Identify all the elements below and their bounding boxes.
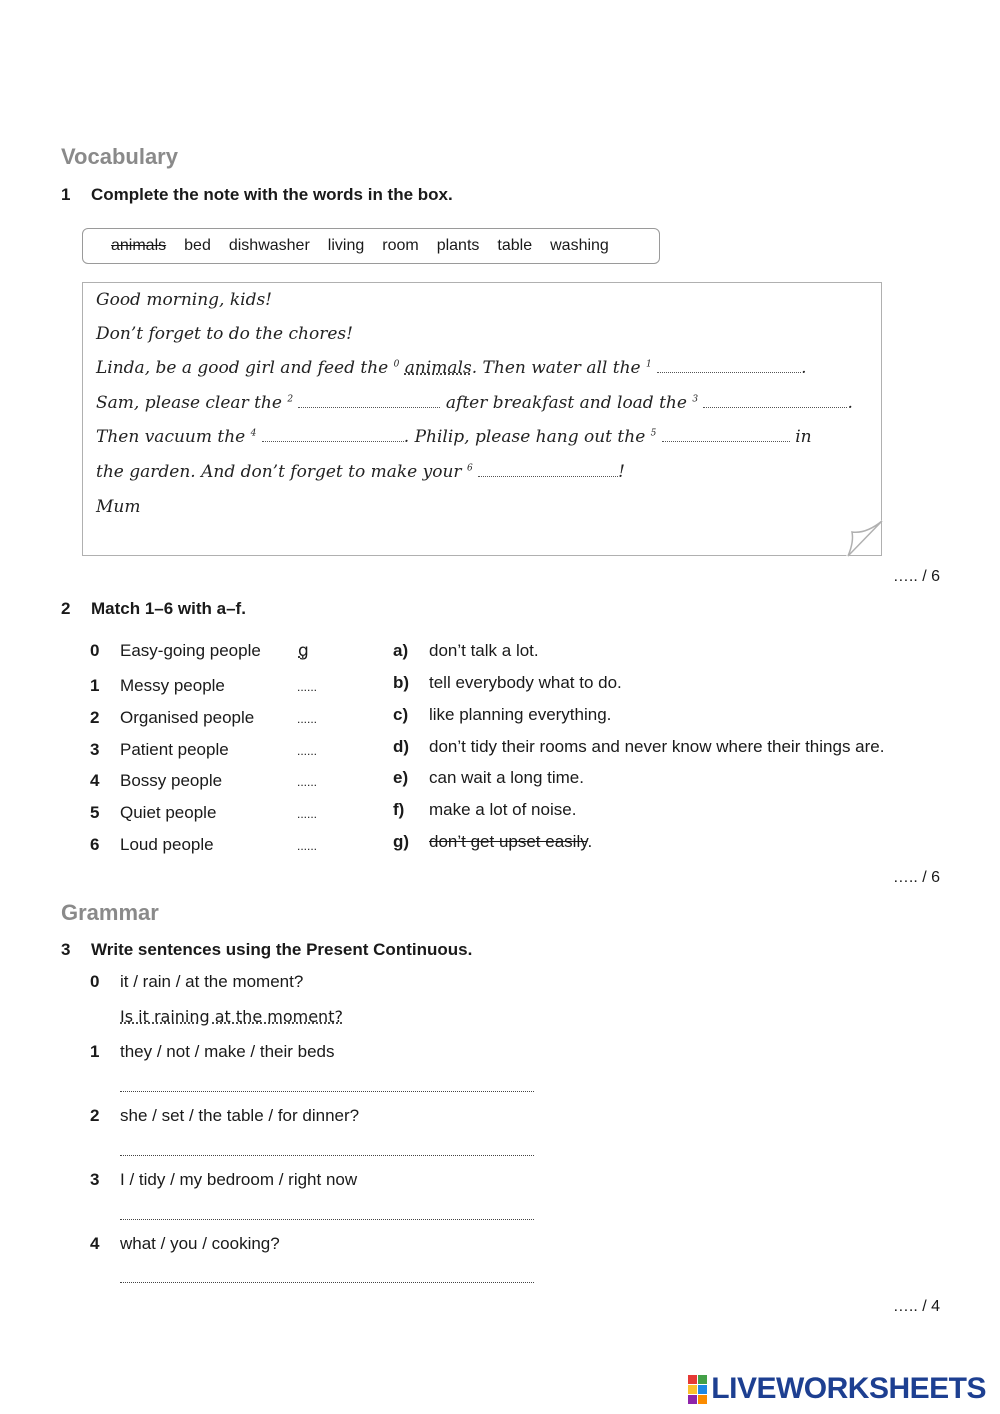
example-answer: animals (404, 358, 472, 378)
match-right-row (393, 832, 593, 852)
match-letter: b) (393, 673, 410, 692)
answer-line-4[interactable] (120, 1282, 534, 1283)
gap-3-input[interactable] (703, 393, 847, 408)
gap-1-input[interactable] (657, 358, 801, 373)
match-right-row (393, 673, 622, 693)
word-box-item: animals (111, 237, 167, 254)
note-text: . (847, 393, 853, 413)
exercise-instruction: Match 1–6 with a–f. (91, 599, 246, 618)
item-number: 0 (90, 972, 100, 991)
match-option-suffix: . (587, 832, 593, 851)
match-left-row (90, 803, 318, 823)
match-number: 4 (90, 771, 100, 790)
match-right-row (393, 641, 539, 661)
note-text: . Philip, please hang out the (403, 427, 646, 447)
note-line (96, 393, 853, 413)
match-letter: c) (393, 705, 409, 724)
match-option-text: make a lot of noise. (429, 800, 577, 819)
match-number: 6 (90, 835, 100, 854)
exercise-3-heading (61, 940, 472, 960)
example-answer: Is it raining at the moment? (120, 1007, 343, 1026)
match-answer-input[interactable]: ...... (297, 775, 318, 789)
match-text: Quiet people (120, 803, 217, 822)
match-text: Bossy people (120, 771, 223, 790)
match-left-row (90, 740, 318, 760)
note-text: ! (618, 462, 625, 482)
score-ex1: ….. / 6 (892, 568, 940, 585)
note-line: Don’t forget to do the chores! (96, 324, 353, 344)
gap-number: 5 (650, 428, 657, 439)
word-box-item: plants (436, 237, 480, 254)
section-title-vocabulary: Vocabulary (61, 144, 178, 169)
note-text: the garden. And don’t forget to make your (96, 462, 462, 482)
item-prompt: I / tidy / my bedroom / right now (120, 1170, 358, 1189)
note-signature: Mum (96, 497, 141, 517)
note-text: in (795, 427, 812, 447)
item-prompt: what / you / cooking? (120, 1234, 280, 1253)
word-box-item: washing (550, 237, 609, 254)
match-letter: d) (393, 737, 410, 756)
match-number: 3 (90, 740, 100, 759)
grammar-item (90, 1042, 335, 1062)
item-prompt: they / not / make / their beds (120, 1042, 335, 1061)
score-ex3: ….. / 4 (892, 1298, 940, 1315)
exercise-number: 1 (61, 185, 71, 204)
gap-6-input[interactable] (478, 462, 618, 477)
gap-4-input[interactable] (262, 427, 404, 442)
grammar-item (90, 1106, 360, 1126)
section-title-grammar: Grammar (61, 900, 159, 925)
grammar-item (90, 1170, 358, 1190)
match-text: Easy-going people (120, 641, 261, 660)
score-ex2: ….. / 6 (892, 869, 940, 886)
gap-number: 4 (250, 428, 257, 439)
match-text: Messy people (120, 676, 225, 695)
match-text: Loud people (120, 835, 214, 854)
match-option-text: tell everybody what to do. (429, 673, 622, 692)
exercise-1-heading (61, 185, 453, 205)
answer-line-3[interactable] (120, 1219, 534, 1220)
match-answer-input[interactable]: ...... (297, 807, 318, 821)
match-answer-input[interactable]: ...... (297, 712, 318, 726)
match-right-row (393, 705, 612, 725)
gap-2-input[interactable] (298, 393, 440, 408)
match-answer-input[interactable]: ...... (297, 839, 318, 853)
note-line (96, 358, 807, 378)
word-box (82, 228, 660, 264)
exercise-number: 3 (61, 940, 71, 959)
logo-square (698, 1395, 707, 1404)
word-box-item: room (382, 237, 419, 254)
match-option-text: can wait a long time. (429, 768, 584, 787)
match-option-text: don’t get upset easily (429, 832, 588, 851)
match-right-row (393, 800, 577, 820)
match-option-text: don’t tidy their rooms and never know where their things are. (429, 737, 885, 756)
exercise-number: 2 (61, 599, 71, 618)
match-answer-input[interactable]: ...... (297, 680, 318, 694)
gap-number: 3 (692, 394, 699, 405)
logo-text: LIVEWORKSHEETS (711, 1372, 986, 1405)
note-text: . (801, 358, 807, 378)
item-number: 3 (90, 1170, 100, 1189)
grammar-item (90, 972, 304, 992)
liveworksheets-logo (688, 1372, 986, 1406)
match-number: 0 (90, 641, 100, 660)
match-answer-input[interactable]: ...... (297, 744, 318, 758)
match-option-text: like planning everything. (429, 705, 612, 724)
answer-line-1[interactable] (120, 1091, 534, 1092)
match-number: 5 (90, 803, 100, 822)
word-box-item: bed (184, 237, 211, 254)
note-text: Linda, be a good girl and feed the (96, 358, 389, 378)
note-text: Then vacuum the (96, 427, 246, 447)
logo-grid-icon (688, 1375, 707, 1404)
word-box-item: dishwasher (228, 237, 310, 254)
item-number: 4 (90, 1234, 100, 1253)
match-text: Organised people (120, 708, 255, 727)
match-left-row (90, 708, 318, 728)
match-option-text: don’t talk a lot. (429, 641, 539, 660)
gap-number: 1 (646, 359, 652, 370)
item-number: 1 (90, 1042, 100, 1061)
logo-square (698, 1375, 707, 1384)
note-text: Sam, please clear the (96, 393, 282, 413)
word-box-item: living (327, 237, 365, 254)
note-line: Good morning, kids! (96, 290, 273, 310)
logo-square (688, 1385, 697, 1394)
word-box-item: table (497, 237, 533, 254)
note-line (96, 427, 812, 447)
logo-square (688, 1375, 697, 1384)
logo-square (698, 1385, 707, 1394)
note-text: after breakfast and load the (445, 393, 687, 413)
match-letter: e) (393, 768, 409, 787)
match-number: 2 (90, 708, 100, 727)
match-text: Patient people (120, 740, 229, 759)
match-letter: f) (393, 800, 405, 819)
match-letter: g) (393, 832, 410, 851)
item-prompt: it / rain / at the moment? (120, 972, 304, 991)
gap-number: 0 (393, 359, 400, 370)
match-letter: a) (393, 641, 409, 660)
match-left-row (90, 771, 318, 791)
match-left-row (90, 641, 309, 661)
grammar-item (90, 1234, 280, 1254)
answer-line-2[interactable] (120, 1155, 534, 1156)
page-curl-icon (846, 520, 884, 558)
note-text: . Then water all the (471, 358, 641, 378)
item-prompt: she / set / the table / for dinner? (120, 1106, 360, 1125)
match-right-row (393, 737, 885, 757)
gap-number: 6 (466, 463, 473, 474)
match-left-row (90, 835, 318, 855)
match-number: 1 (90, 676, 100, 695)
logo-square (688, 1395, 697, 1404)
item-number: 2 (90, 1106, 100, 1125)
exercise-2-heading (61, 599, 246, 619)
match-right-row (393, 768, 584, 788)
note-line (96, 462, 625, 482)
gap-number: 2 (287, 394, 294, 405)
gap-5-input[interactable] (662, 427, 790, 442)
exercise-instruction: Write sentences using the Present Continuous. (91, 940, 473, 959)
exercise-instruction: Complete the note with the words in the box. (91, 185, 453, 204)
match-left-row (90, 676, 318, 696)
match-answer: g (298, 641, 309, 661)
